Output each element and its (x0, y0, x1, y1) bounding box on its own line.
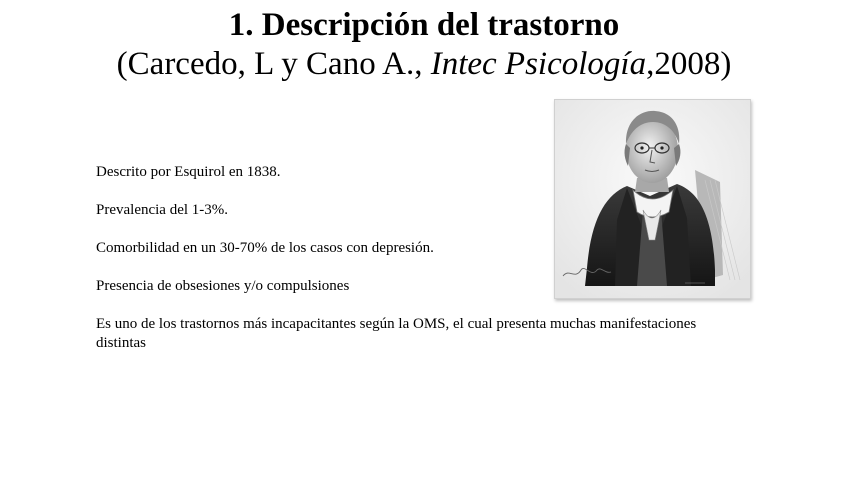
bullet-item: Es uno de los trastornos más incapacitantes según la OMS, el cual presenta muchas manifestaciones distintas (96, 316, 697, 351)
citation (0, 44, 848, 84)
bullet-item: Descrito por Esquirol en 1838. (96, 164, 281, 180)
citation-authors: (Carcedo, L y Cano A., (116, 46, 431, 82)
portrait-engraving-icon (555, 100, 750, 298)
bullet-item: Presencia de obsesiones y/o compulsiones (96, 278, 350, 294)
citation-journal: Intec Psicología (430, 46, 647, 82)
citation-year: ,2008) (646, 46, 732, 82)
portrait-image (554, 99, 751, 299)
slide-title: 1. Descripción del trastorno (228, 7, 620, 43)
bullet-item: Prevalencia del 1-3%. (96, 202, 229, 218)
bullet-item: Comorbilidad en un 30-70% de los casos con depresión. (96, 240, 434, 256)
